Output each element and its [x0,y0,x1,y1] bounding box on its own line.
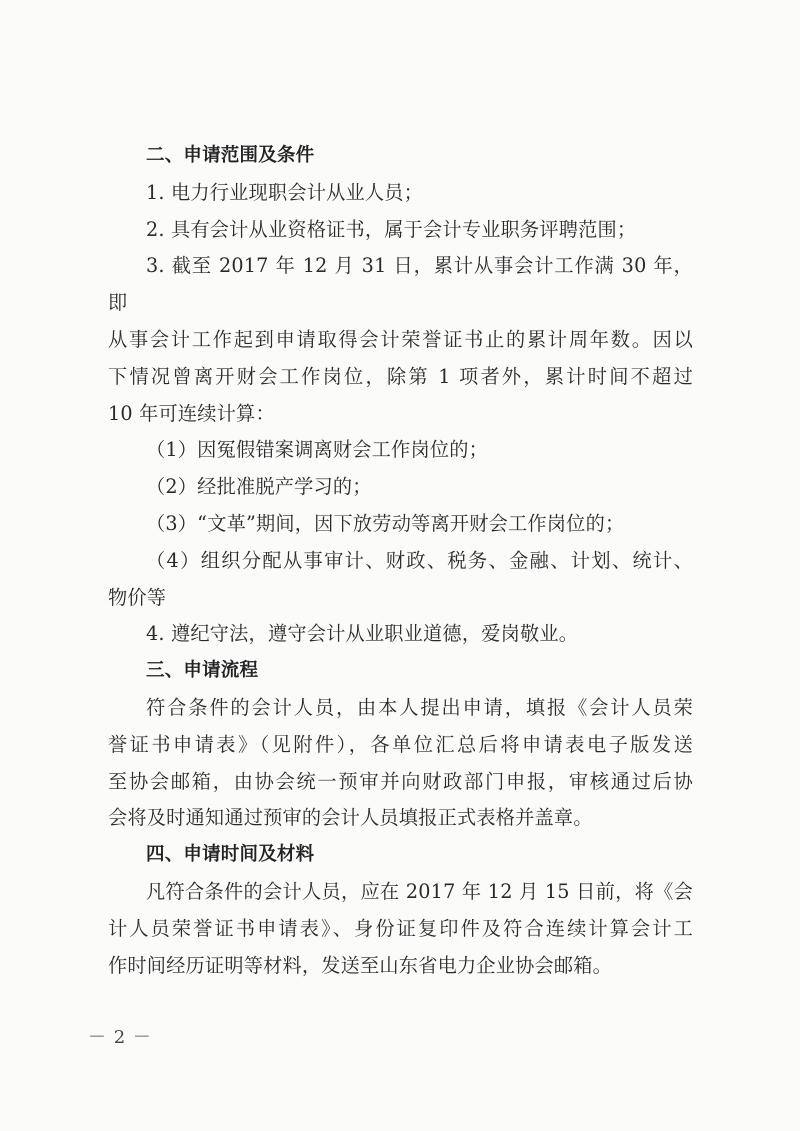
condition-item-4: 4. 遵纪守法，遵守会计从业职业道德，爱岗敬业。 [146,622,579,646]
materials-paragraph-line-1: 凡符合条件的会计人员，应在 2017 年 12 月 15 日前，将《会 [146,879,693,903]
section-heading-process: 三、申请流程 [146,660,259,682]
condition-item-3-line-2: 从事会计工作起到申请取得会计荣誉证书止的累计周年数。因以 [108,327,693,351]
condition-subitem-1: （1）因冤假错案调离财会工作岗位的； [146,438,488,462]
condition-item-1: 1. 电力行业现职会计从业人员； [146,180,424,204]
condition-item-2: 2. 具有会计从业资格证书，属于会计专业职务评聘范围； [146,217,637,241]
condition-subitem-2: （2）经批准脱产学习的； [146,475,372,499]
condition-subitem-3: （3）“文革”期间，因下放劳动等离开财会工作岗位的； [146,511,625,535]
materials-paragraph-line-3: 作时间经历证明等材料，发送至山东省电力企业协会邮箱。 [108,953,613,977]
section-heading-scope: 二、申请范围及条件 [146,145,315,166]
page-number: － 2 － [88,1027,152,1048]
condition-item-3-line-4: 10 年可连续计算： [108,401,275,425]
document-body [108,138,693,984]
process-paragraph-line-3: 至协会邮箱，由协会统一预审并向财政部门申报，审核通过后协 [108,769,693,793]
process-paragraph-line-1: 符合条件的会计人员，由本人提出申请，填报《会计人员荣 [146,695,693,719]
condition-subitem-4-line-2: 物价等 [108,585,167,609]
process-paragraph-line-2: 誉证书申请表》（见附件），各单位汇总后将申请表电子版发送 [108,732,693,756]
process-paragraph-line-4: 会将及时通知通过预审的会计人员填报正式表格并盖章。 [108,806,593,830]
condition-subitem-4-line-1: （4）组织分配从事审计、财政、税务、金融、计划、统计、 [146,548,693,572]
condition-item-3-line-1: 3. 截至 2017 年 12 月 31 日，累计从事会计工作满 30 年，即 [108,254,693,315]
section-heading-time-materials: 四、申请时间及材料 [146,844,315,866]
condition-item-3-line-3: 下情况曾离开财会工作岗位，除第 1 项者外，累计时间不超过 [108,364,693,388]
materials-paragraph-line-2: 计人员荣誉证书申请表》、身份证复印件及符合连续计算会计工 [108,916,693,940]
